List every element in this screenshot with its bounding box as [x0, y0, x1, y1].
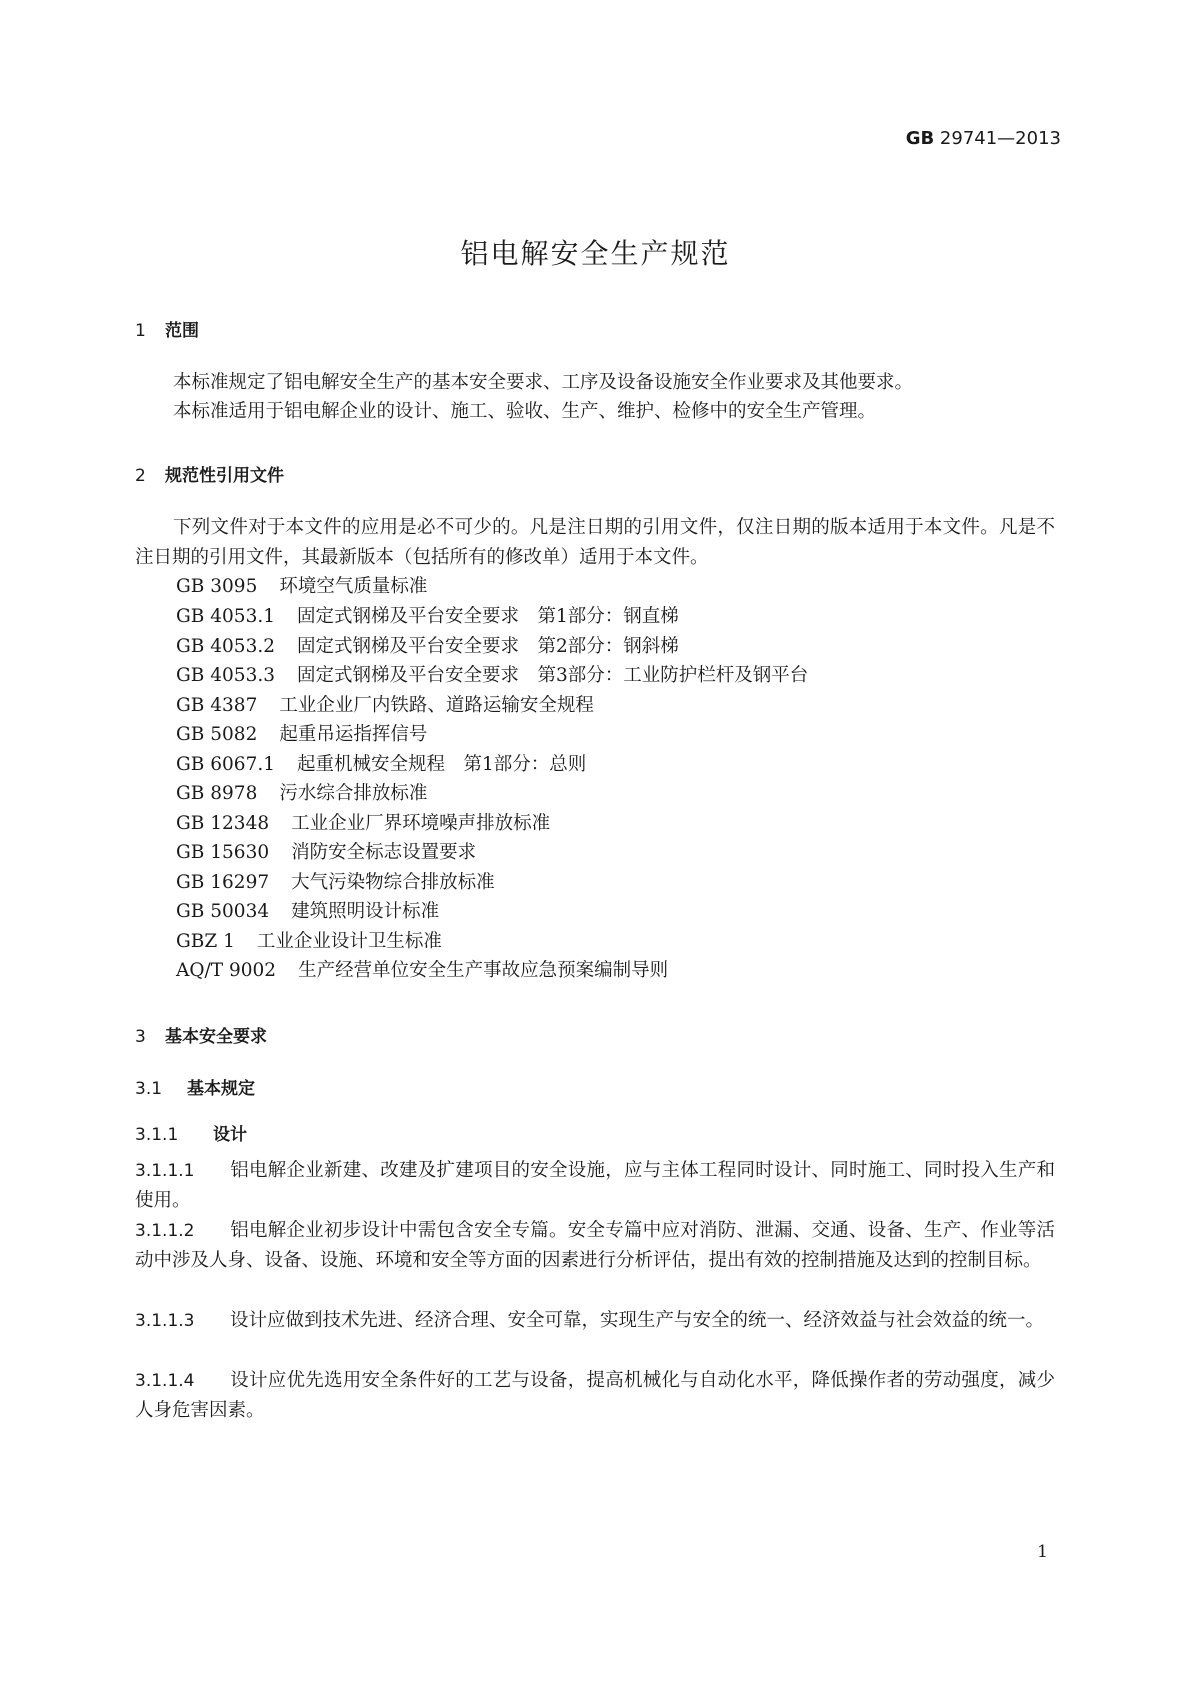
reference-code: GB 4053.3 — [176, 665, 275, 686]
reference-code: GB 5082 — [176, 724, 258, 745]
clause-text: 铝电解企业初步设计中需包含安全专篇。安全专篇中应对消防、泄漏、交通、设备、生产、作业等活动中涉及人身、设备、设施、环境和安全等方面的因素进行分析评估，提出有效的控制措施及达到的控制目标。 — [135, 1220, 1055, 1271]
section-1-heading — [135, 316, 199, 341]
reference-code: GB 16297 — [176, 872, 270, 893]
clause-3-1-1-4 — [135, 1366, 1055, 1426]
reference-item — [176, 955, 668, 987]
clause-3-1-1-1 — [135, 1156, 1055, 1216]
reference-item — [176, 719, 427, 751]
document-title: 铝电解安全生产规范 — [460, 237, 731, 270]
reference-name: 消防安全标志设置要求 — [291, 842, 477, 863]
reference-name: 大气污染物综合排放标准 — [291, 872, 495, 893]
reference-code: GB 3095 — [176, 576, 258, 597]
section-2-heading — [135, 461, 284, 486]
reference-name: 工业企业设计卫生标准 — [256, 931, 442, 952]
clause-text: 铝电解企业新建、改建及扩建项目的安全设施，应与主体工程同时设计、同时施工、同时投入生产和使用。 — [135, 1160, 1055, 1211]
section-1-para-1: 本标准规定了铝电解安全生产的基本安全要求、工序及设备设施安全作业要求及其他要求。 — [173, 372, 914, 393]
section-title: 范围 — [165, 321, 199, 341]
reference-item — [176, 631, 679, 663]
reference-item — [176, 867, 495, 899]
subsection-3-1-1-heading — [135, 1120, 247, 1145]
reference-item — [176, 660, 808, 692]
section-title: 基本安全要求 — [165, 1027, 267, 1047]
clause-3-1-1-3 — [135, 1306, 1055, 1336]
reference-code: GB 4053.1 — [176, 606, 275, 627]
reference-code: GB 4387 — [176, 695, 258, 716]
section-number: 1 — [135, 321, 146, 341]
page-number: 1 — [1037, 1542, 1048, 1562]
reference-code: AQ/T 9002 — [176, 960, 277, 981]
reference-item — [176, 749, 586, 781]
clause-number: 3.1.1.1 — [135, 1161, 195, 1181]
reference-name: 固定式钢梯及平台安全要求 第2部分：钢斜梯 — [297, 636, 679, 657]
reference-name: 起重机械安全规程 第1部分：总则 — [297, 754, 587, 775]
standard-prefix: GB — [905, 128, 935, 149]
clause-number: 3.1.1.2 — [135, 1221, 195, 1241]
reference-item — [176, 808, 550, 840]
reference-code: GB 50034 — [176, 901, 270, 922]
clause-3-1-1-2 — [135, 1216, 1055, 1276]
clause-number: 3.1.1.3 — [135, 1311, 195, 1331]
section-3-heading — [135, 1022, 267, 1047]
reference-code: GB 4053.2 — [176, 636, 275, 657]
clause-text: 设计应优先选用安全条件好的工艺与设备，提高机械化与自动化水平，降低操作者的劳动强度，减少人身危害因素。 — [135, 1370, 1055, 1421]
section-1-para-2: 本标准适用于铝电解企业的设计、施工、验收、生产、维护、检修中的安全生产管理。 — [173, 401, 877, 422]
reference-name: 环境空气质量标准 — [279, 576, 428, 597]
reference-item — [176, 926, 442, 958]
reference-name: 建筑照明设计标准 — [291, 901, 440, 922]
reference-name: 起重吊运指挥信号 — [279, 724, 428, 745]
subsection-title: 基本规定 — [187, 1079, 255, 1099]
reference-name: 工业企业厂界环境噪声排放标准 — [291, 813, 551, 834]
reference-code: GB 8978 — [176, 783, 258, 804]
reference-code: GB 15630 — [176, 842, 270, 863]
reference-item — [176, 896, 439, 928]
section-number: 2 — [135, 466, 146, 486]
section-title: 规范性引用文件 — [165, 466, 284, 486]
reference-code: GBZ 1 — [176, 931, 235, 952]
clause-number: 3.1.1.4 — [135, 1371, 195, 1391]
subsection-title: 设计 — [213, 1125, 247, 1145]
reference-item — [176, 690, 594, 722]
reference-code: GB 6067.1 — [176, 754, 275, 775]
reference-item — [176, 837, 476, 869]
standard-number-value: 29741—2013 — [939, 128, 1061, 149]
reference-name: 固定式钢梯及平台安全要求 第3部分：工业防护栏杆及钢平台 — [297, 665, 809, 686]
subsection-number: 3.1 — [135, 1079, 163, 1099]
clause-text: 设计应做到技术先进、经济合理、安全可靠，实现生产与安全的统一、经济效益与社会效益的统一。 — [230, 1310, 1045, 1331]
subsection-number: 3.1.1 — [135, 1125, 179, 1145]
reference-code: GB 12348 — [176, 813, 270, 834]
reference-name: 生产经营单位安全生产事故应急预案编制导则 — [298, 960, 669, 981]
section-number: 3 — [135, 1027, 146, 1047]
standard-number — [906, 128, 1061, 149]
reference-item — [176, 571, 427, 603]
subsection-3-1-heading — [135, 1074, 255, 1099]
reference-item — [176, 601, 679, 633]
reference-name: 固定式钢梯及平台安全要求 第1部分：钢直梯 — [297, 606, 679, 627]
reference-name: 工业企业厂内铁路、道路运输安全规程 — [279, 695, 594, 716]
reference-name: 污水综合排放标准 — [279, 783, 428, 804]
section-2-intro: 下列文件对于本文件的应用是必不可少的。凡是注日期的引用文件，仅注日期的版本适用于本文件。凡是不注日期的引用文件，其最新版本（包括所有的修改单）适用于本文件。 — [135, 517, 1055, 568]
reference-item — [176, 778, 427, 810]
